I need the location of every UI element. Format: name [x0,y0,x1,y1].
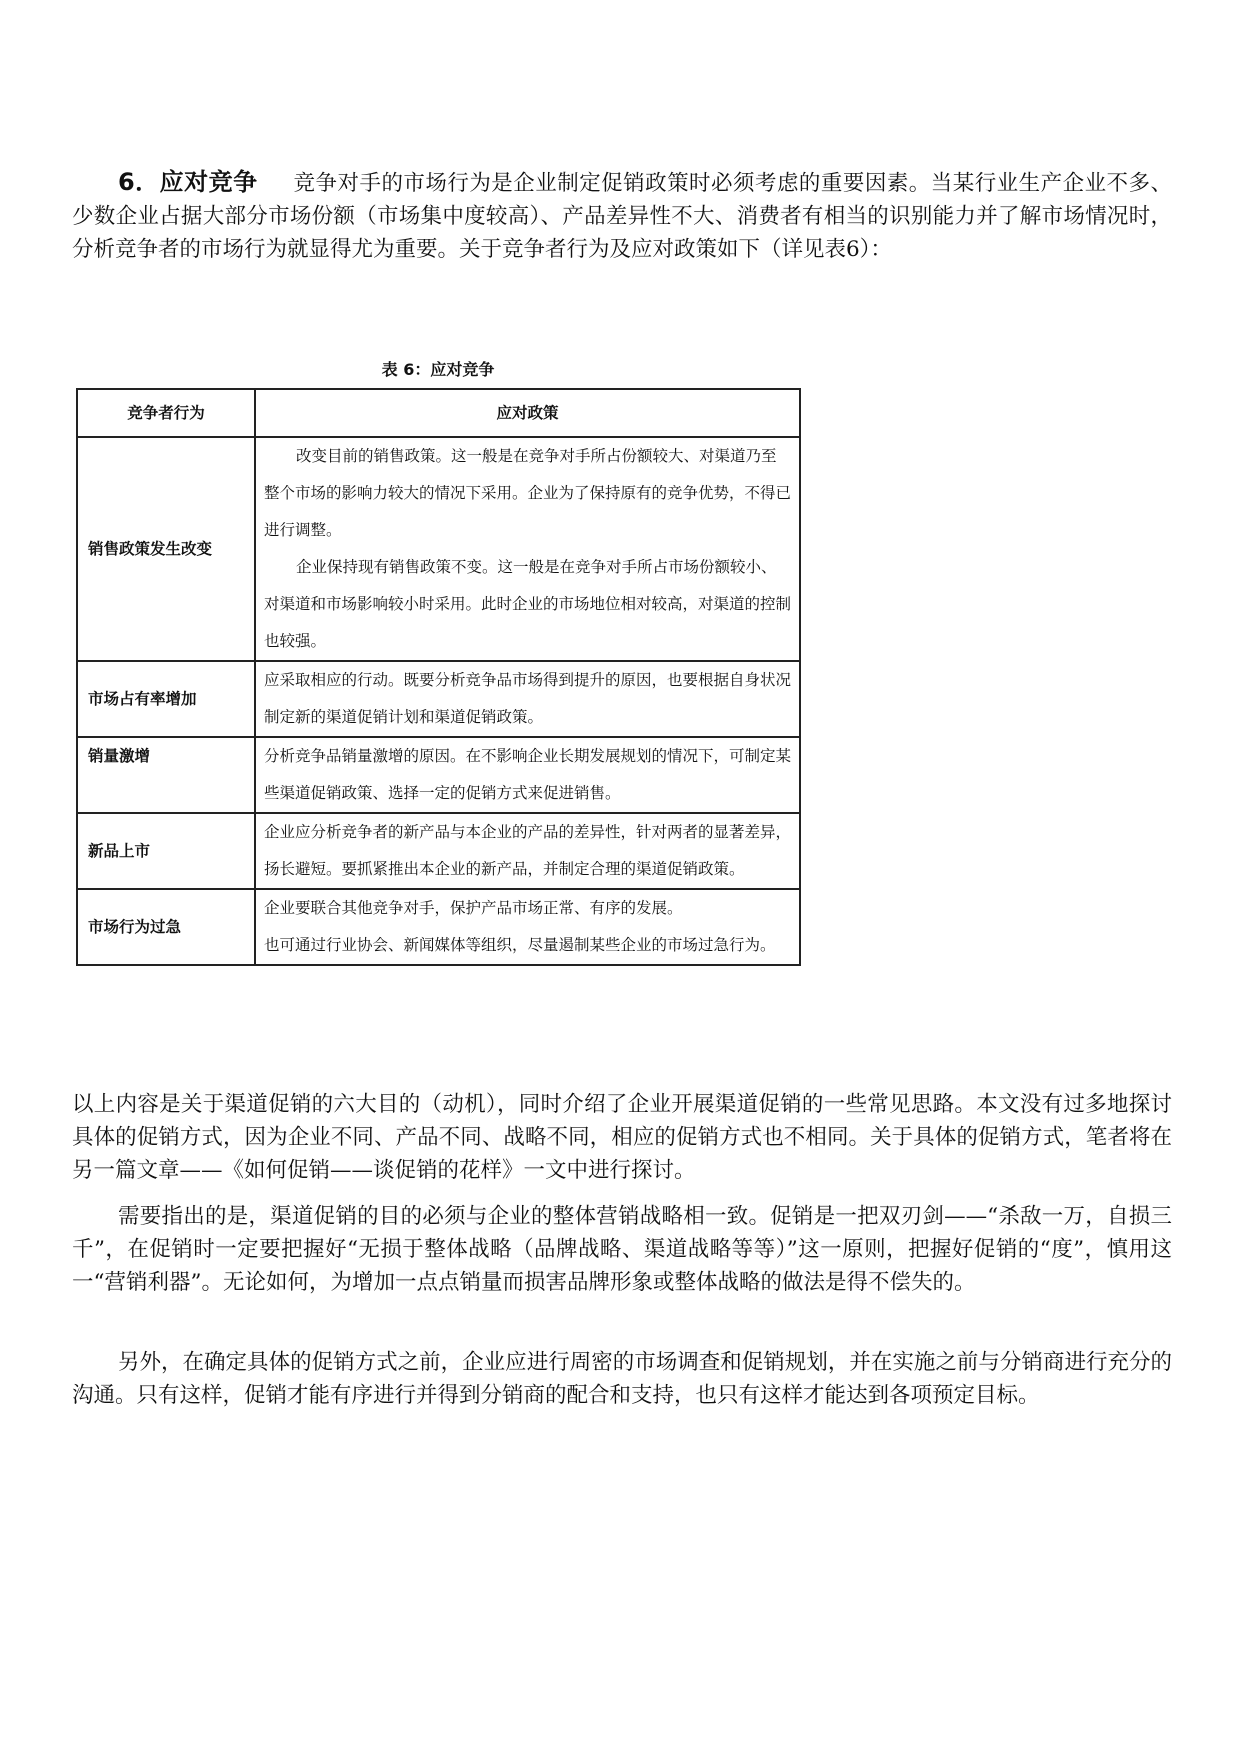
note-paragraph: 需要指出的是，渠道促销的目的必须与企业的整体营销战略相一致。促销是一把双刃剑——“杀敌一万，自损三千”，在促销时一定要把握好“无损于整体战略（品牌战略、渠道战略等等）”这一原则，把握好促销的“度”，慎用这一“营销利器”。无论如何，为增加一点点销量而损害品牌形象或整体战略的做法是得不偿失的。 [72,1204,1172,1295]
policy-text: 改变目前的销售政策。这一般是在竞争对手所占份额较大、对渠道乃至整个市场的影响力较大的情况下采用。企业为了保持原有的竞争优势，不得已进行调整。 [264,447,792,539]
header-policy: 应对政策 [255,389,800,437]
summary-paragraph: 以上内容是关于渠道促销的六大目的（动机），同时介绍了企业开展渠道促销的一些常见思路。本文没有过多地探讨具体的促销方式，因为企业不同、产品不同、战略不同，相应的促销方式也不相同。关于具体的促销方式，笔者将在另一篇文章——《如何促销——谈促销的花样》一文中进行探讨。 [72,1092,1172,1183]
policy-text: 企业要联合其他竞争对手，保护产品市场正常、有序的发展。 [264,899,683,917]
table-row [77,889,800,965]
policy-cell [255,889,800,965]
behavior-cell: 销售政策发生改变 [77,437,255,661]
behavior-cell: 销量激增 [77,737,255,813]
policy-text: 应采取相应的行动。既要分析竞争品市场得到提升的原因，也要根据自身状况制定新的渠道促销计划和渠道促销政策。 [264,671,792,726]
table-row [77,437,800,661]
table-row [77,737,800,813]
behavior-cell: 市场占有率增加 [77,661,255,737]
policy-text: 分析竞争品销量激增的原因。在不影响企业长期发展规划的情况下，可制定某些渠道促销政策、选择一定的促销方式来促进销售。 [264,747,792,802]
intro-text: 竞争对手的市场行为是企业制定促销政策时必须考虑的重要因素。当某行业生产企业不多、少数企业占据大部分市场份额（市场集中度较高）、产品差异性不大、消费者有相当的识别能力并了解市场情况时，分析竞争者的市场行为就显得尤为重要。关于竞争者行为及应对政策如下（详见表6）： [72,171,1172,262]
table-row [77,661,800,737]
policy-text: 企业应分析竞争者的新产品与本企业的产品的差异性，针对两者的显著差异，扬长避短。要抓紧推出本企业的新产品，并制定合理的渠道促销政策。 [264,823,792,878]
table-header-row [77,389,800,437]
policy-cell [255,737,800,813]
table-caption: 表 6：应对竞争 [381,360,495,379]
behavior-cell: 新品上市 [77,813,255,889]
header-behavior: 竞争者行为 [77,389,255,437]
policy-cell [255,813,800,889]
policy-text: 也可通过行业协会、新闻媒体等组织，尽量遏制某些企业的市场过急行为。 [264,936,776,954]
behavior-cell: 市场行为过急 [77,889,255,965]
policy-cell [255,661,800,737]
extra-paragraph: 另外，在确定具体的促销方式之前，企业应进行周密的市场调查和促销规划，并在实施之前与分销商进行充分的沟通。只有这样，促销才能有序进行并得到分销商的配合和支持，也只有这样才能达到各项预定目标。 [72,1350,1172,1408]
policy-cell [255,437,800,661]
table-row [77,813,800,889]
policy-text: 企业保持现有销售政策不变。这一般是在竞争对手所占市场份额较小、对渠道和市场影响较小时采用。此时企业的市场地位相对较高，对渠道的控制也较强。 [264,558,792,650]
intro-paragraph [72,166,1172,266]
section-heading: 6．应对竞争 [118,168,258,196]
competition-response-table [76,388,801,966]
